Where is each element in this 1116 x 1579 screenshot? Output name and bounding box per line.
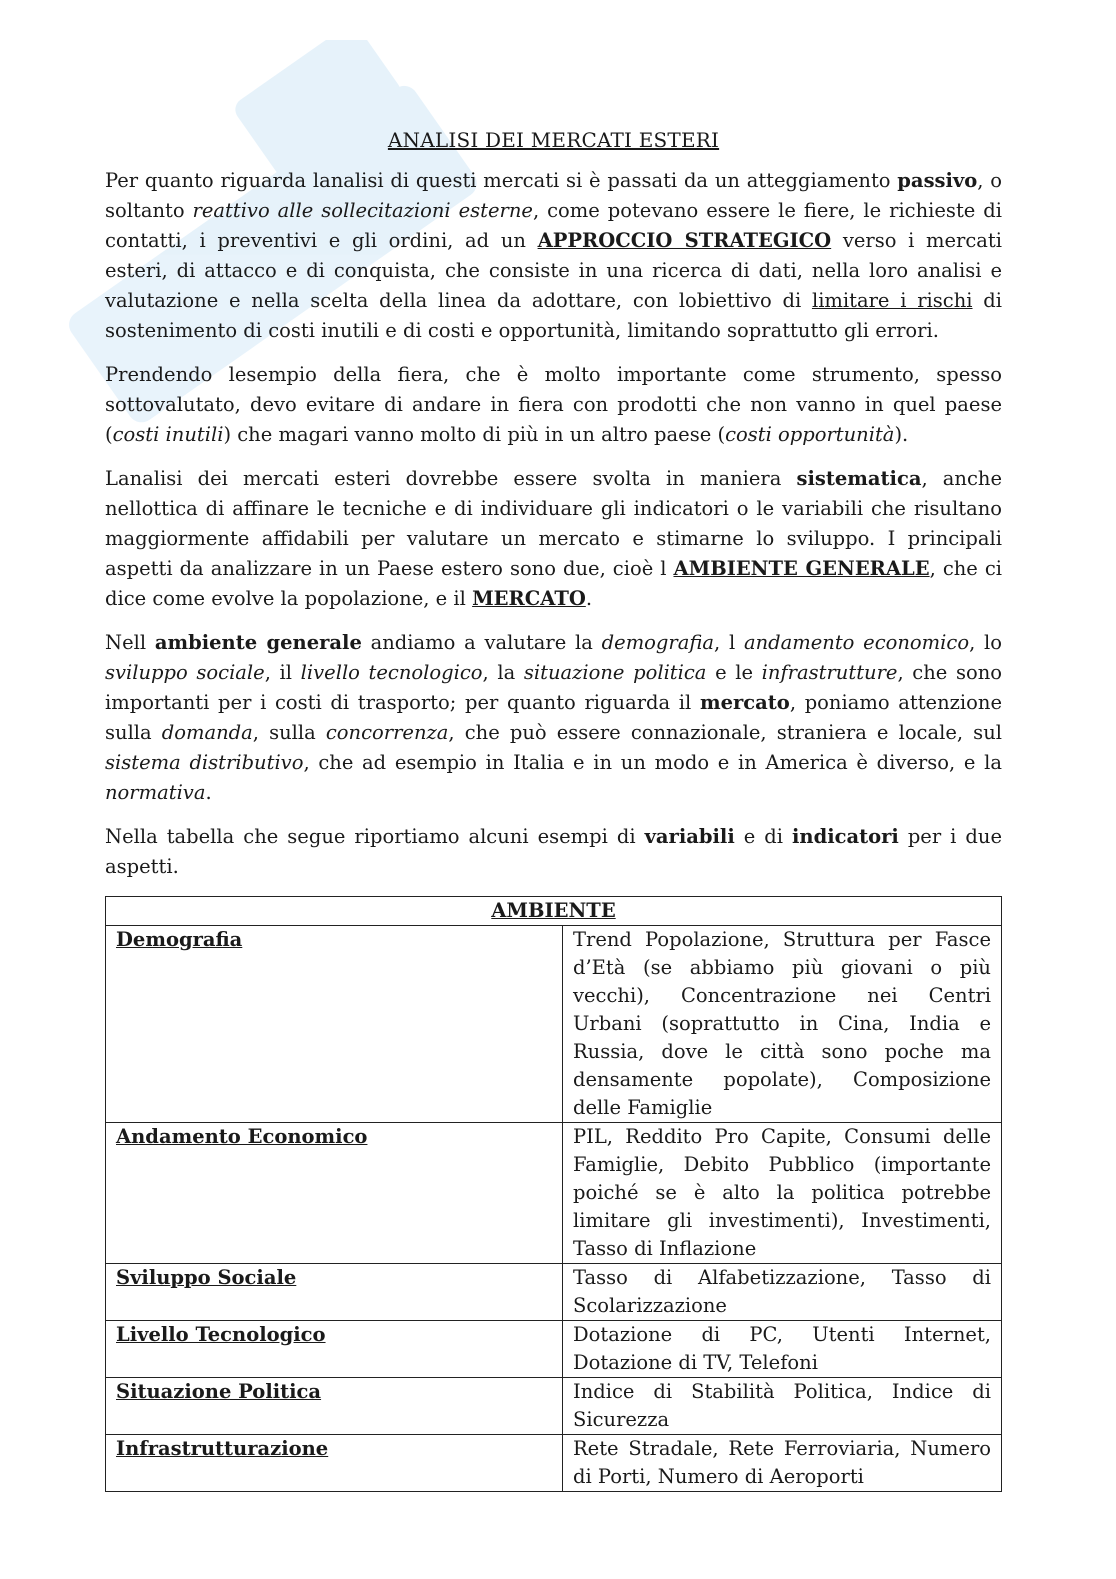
row-label: Demografia	[106, 926, 563, 1123]
paragraph-4: Nell ambiente generale andiamo a valutare la demografia, l andamento economico, lo sviluppo sociale, il livello tecnologico, la situazione politica e le infrastrutture, che sono importanti per i costi di trasporto; per quanto riguarda il mercato, poniamo attenzione sulla domanda, sulla concorrenza, che può essere connazionale, straniera e locale, sul sistema distributivo, che ad esempio in Italia e in un modo e in America è diverso, e la normativa.	[105, 631, 1002, 804]
table-row	[106, 1378, 1002, 1435]
row-value: Dotazione di PC, Utenti Internet, Dotazione di TV, Telefoni	[563, 1321, 1002, 1378]
row-value: PIL, Reddito Pro Capite, Consumi delle Famiglie, Debito Pubblico (importante poiché se è alto la politica potrebbe limitare gli investimenti), Investimenti, Tasso di Inflazione	[563, 1123, 1002, 1264]
row-value: Trend Popolazione, Struttura per Fasce d’Età (se abbiamo più giovani o più vecchi), Concentrazione nei Centri Urbani (soprattutto in Cina, India e Russia, dove le città sono poche ma densamente popolate), Composizione delle Famiglie	[563, 926, 1002, 1123]
ambiente-table	[105, 896, 1002, 1492]
table-row	[106, 1435, 1002, 1492]
row-label: Infrastrutturazione	[106, 1435, 563, 1492]
row-label: Andamento Economico	[106, 1123, 563, 1264]
row-label: Situazione Politica	[106, 1378, 563, 1435]
paragraph-5: Nella tabella che segue riportiamo alcuni esempi di variabili e di indicatori per i due aspetti.	[105, 825, 1002, 878]
row-value: Indice di Stabilità Politica, Indice di Sicurezza	[563, 1378, 1002, 1435]
paragraph-3: Lanalisi dei mercati esteri dovrebbe essere svolta in maniera sistematica, anche nellottica di affinare le tecniche e di individuare gli indicatori o le variabili che risultano maggiormente affidabili per valutare un mercato e stimarne lo sviluppo. I principali aspetti da analizzare in un Paese estero sono due, cioè l AMBIENTE GENERALE, che ci dice come evolve la popolazione, e il MERCATO.	[105, 467, 1003, 610]
table-row	[106, 1123, 1002, 1264]
row-value: Tasso di Alfabetizzazione, Tasso di Scolarizzazione	[563, 1264, 1002, 1321]
row-label: Livello Tecnologico	[106, 1321, 563, 1378]
table-row	[106, 1264, 1002, 1321]
paragraph-2: Prendendo lesempio della fiera, che è molto importante come strumento, spesso sottovalutato, devo evitare di andare in fiera con prodotti che non vanno in quel paese (costi inutili) che magari vanno molto di più in un altro paese (costi opportunità).	[105, 363, 1002, 446]
table-row	[106, 926, 1002, 1123]
row-label: Sviluppo Sociale	[106, 1264, 563, 1321]
document-title: ANALISI DEI MERCATI ESTERI	[387, 128, 720, 152]
table-row	[106, 1321, 1002, 1378]
document-page	[105, 128, 1002, 1492]
row-value: Rete Stradale, Rete Ferroviaria, Numero di Porti, Numero di Aeroporti	[563, 1435, 1002, 1492]
table-header: AMBIENTE	[106, 897, 1002, 926]
paragraph-1: Per quanto riguarda lanalisi di questi mercati si è passati da un atteggiamento passivo, o soltanto reattivo alle sollecitazioni esterne, come potevano essere le fiere, le richieste di contatti, i preventivi e gli ordini, ad un APPROCCIO STRATEGICO verso i mercati esteri, di attacco e di conquista, che consiste in una ricerca di dati, nella loro analisi e valutazione e nella scelta della linea da adottare, con lobiettivo di limitare i rischi di sostenimento di costi inutili e di costi e opportunità, limitando soprattutto gli errori.	[105, 169, 1002, 342]
